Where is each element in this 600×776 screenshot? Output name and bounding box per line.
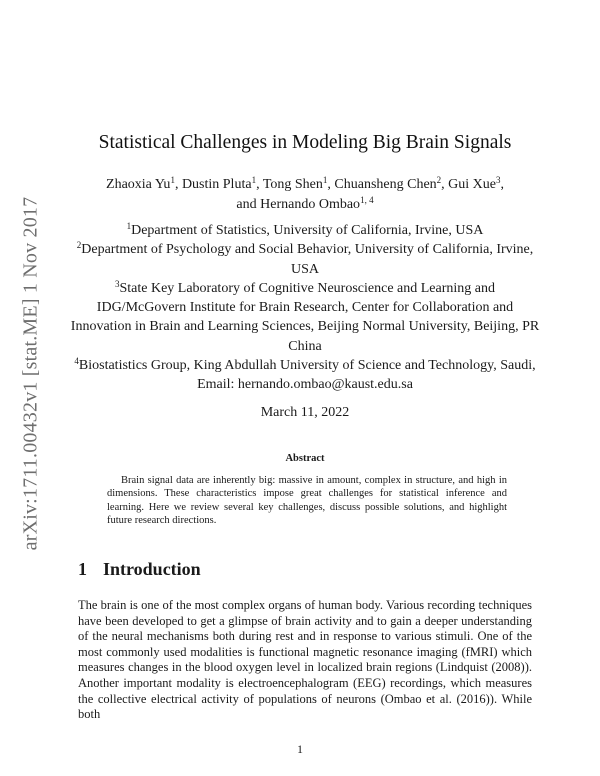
author: Zhaoxia Yu$^1$, <box>106 175 182 192</box>
author: Gui Xue$^3$, <box>448 175 504 192</box>
affiliation: $^1$Department of Statistics, University of California, Irvine, USA <box>126 221 484 238</box>
abstract-heading: Abstract <box>285 453 325 464</box>
author: Dustin Pluta$^1$, <box>181 175 263 192</box>
section-title: Introduction <box>103 559 201 579</box>
abstract-text: Brain signal data are inherently big: massive in amount, complex in structure, and high in dimensions. These characteristics impose great challenges for statistical inference and learning. Here we review several key challenges, discuss possible solutions, and highlight future research directions. <box>107 475 507 527</box>
affiliation: $^2$Department of Psychology and Social Behavior, University of California, Irvine, USA <box>76 240 534 277</box>
author: Chuansheng Chen$^2$, <box>334 175 449 192</box>
arxiv-stamp-text: arXiv:1711.00432v1 [stat.ME] 1 Nov 2017 <box>19 196 42 550</box>
affiliation: $^3$State Key Laboratory of Cognitive Neuroscience and Learning and IDG/McGovern Institute for Brain Research, Center for Collaboration and Innovation in Brain and Learning Sciences, Beijing Normal University, Beijing, PR China <box>70 278 540 354</box>
affiliation: $^4$Biostatistics Group, King Abdullah University of Science and Technology, Saudi, Email: hernando.ombao@kaust.edu.sa <box>74 356 536 393</box>
paper-date: March 11, 2022 <box>260 405 350 420</box>
section-body: The brain is one of the most complex organs of human body. Various recording techniques have been developed to get a glimpse of brain activity and to gain a deeper understanding of the neural mechanisms both during rest and in response to various stimuli. One of the most commonly used modalities is functional magnetic resonance imaging (fMRI) which measures changes in the blood oxygen level in localized brain regions (Lindquist (2008)). Another important modality is electroencephalogram (EEG) recordings, which measures the collective electrical activity of populations of neurons (Ombao et al. (2016)). While both <box>78 598 532 722</box>
author-line-2: and Hernando Ombao$^{1, 4}$ <box>236 195 374 212</box>
author-line-1 <box>70 175 540 195</box>
section-number: 1 <box>78 559 87 579</box>
author: Tong Shen$^1$, <box>262 175 335 192</box>
page-number: 1 <box>297 742 303 756</box>
author-list <box>70 175 540 215</box>
arxiv-stamp <box>16 183 46 563</box>
affiliations <box>70 221 540 395</box>
paper-title: Statistical Challenges in Modeling Big Brain Signals <box>98 132 512 153</box>
section-heading <box>78 559 201 580</box>
